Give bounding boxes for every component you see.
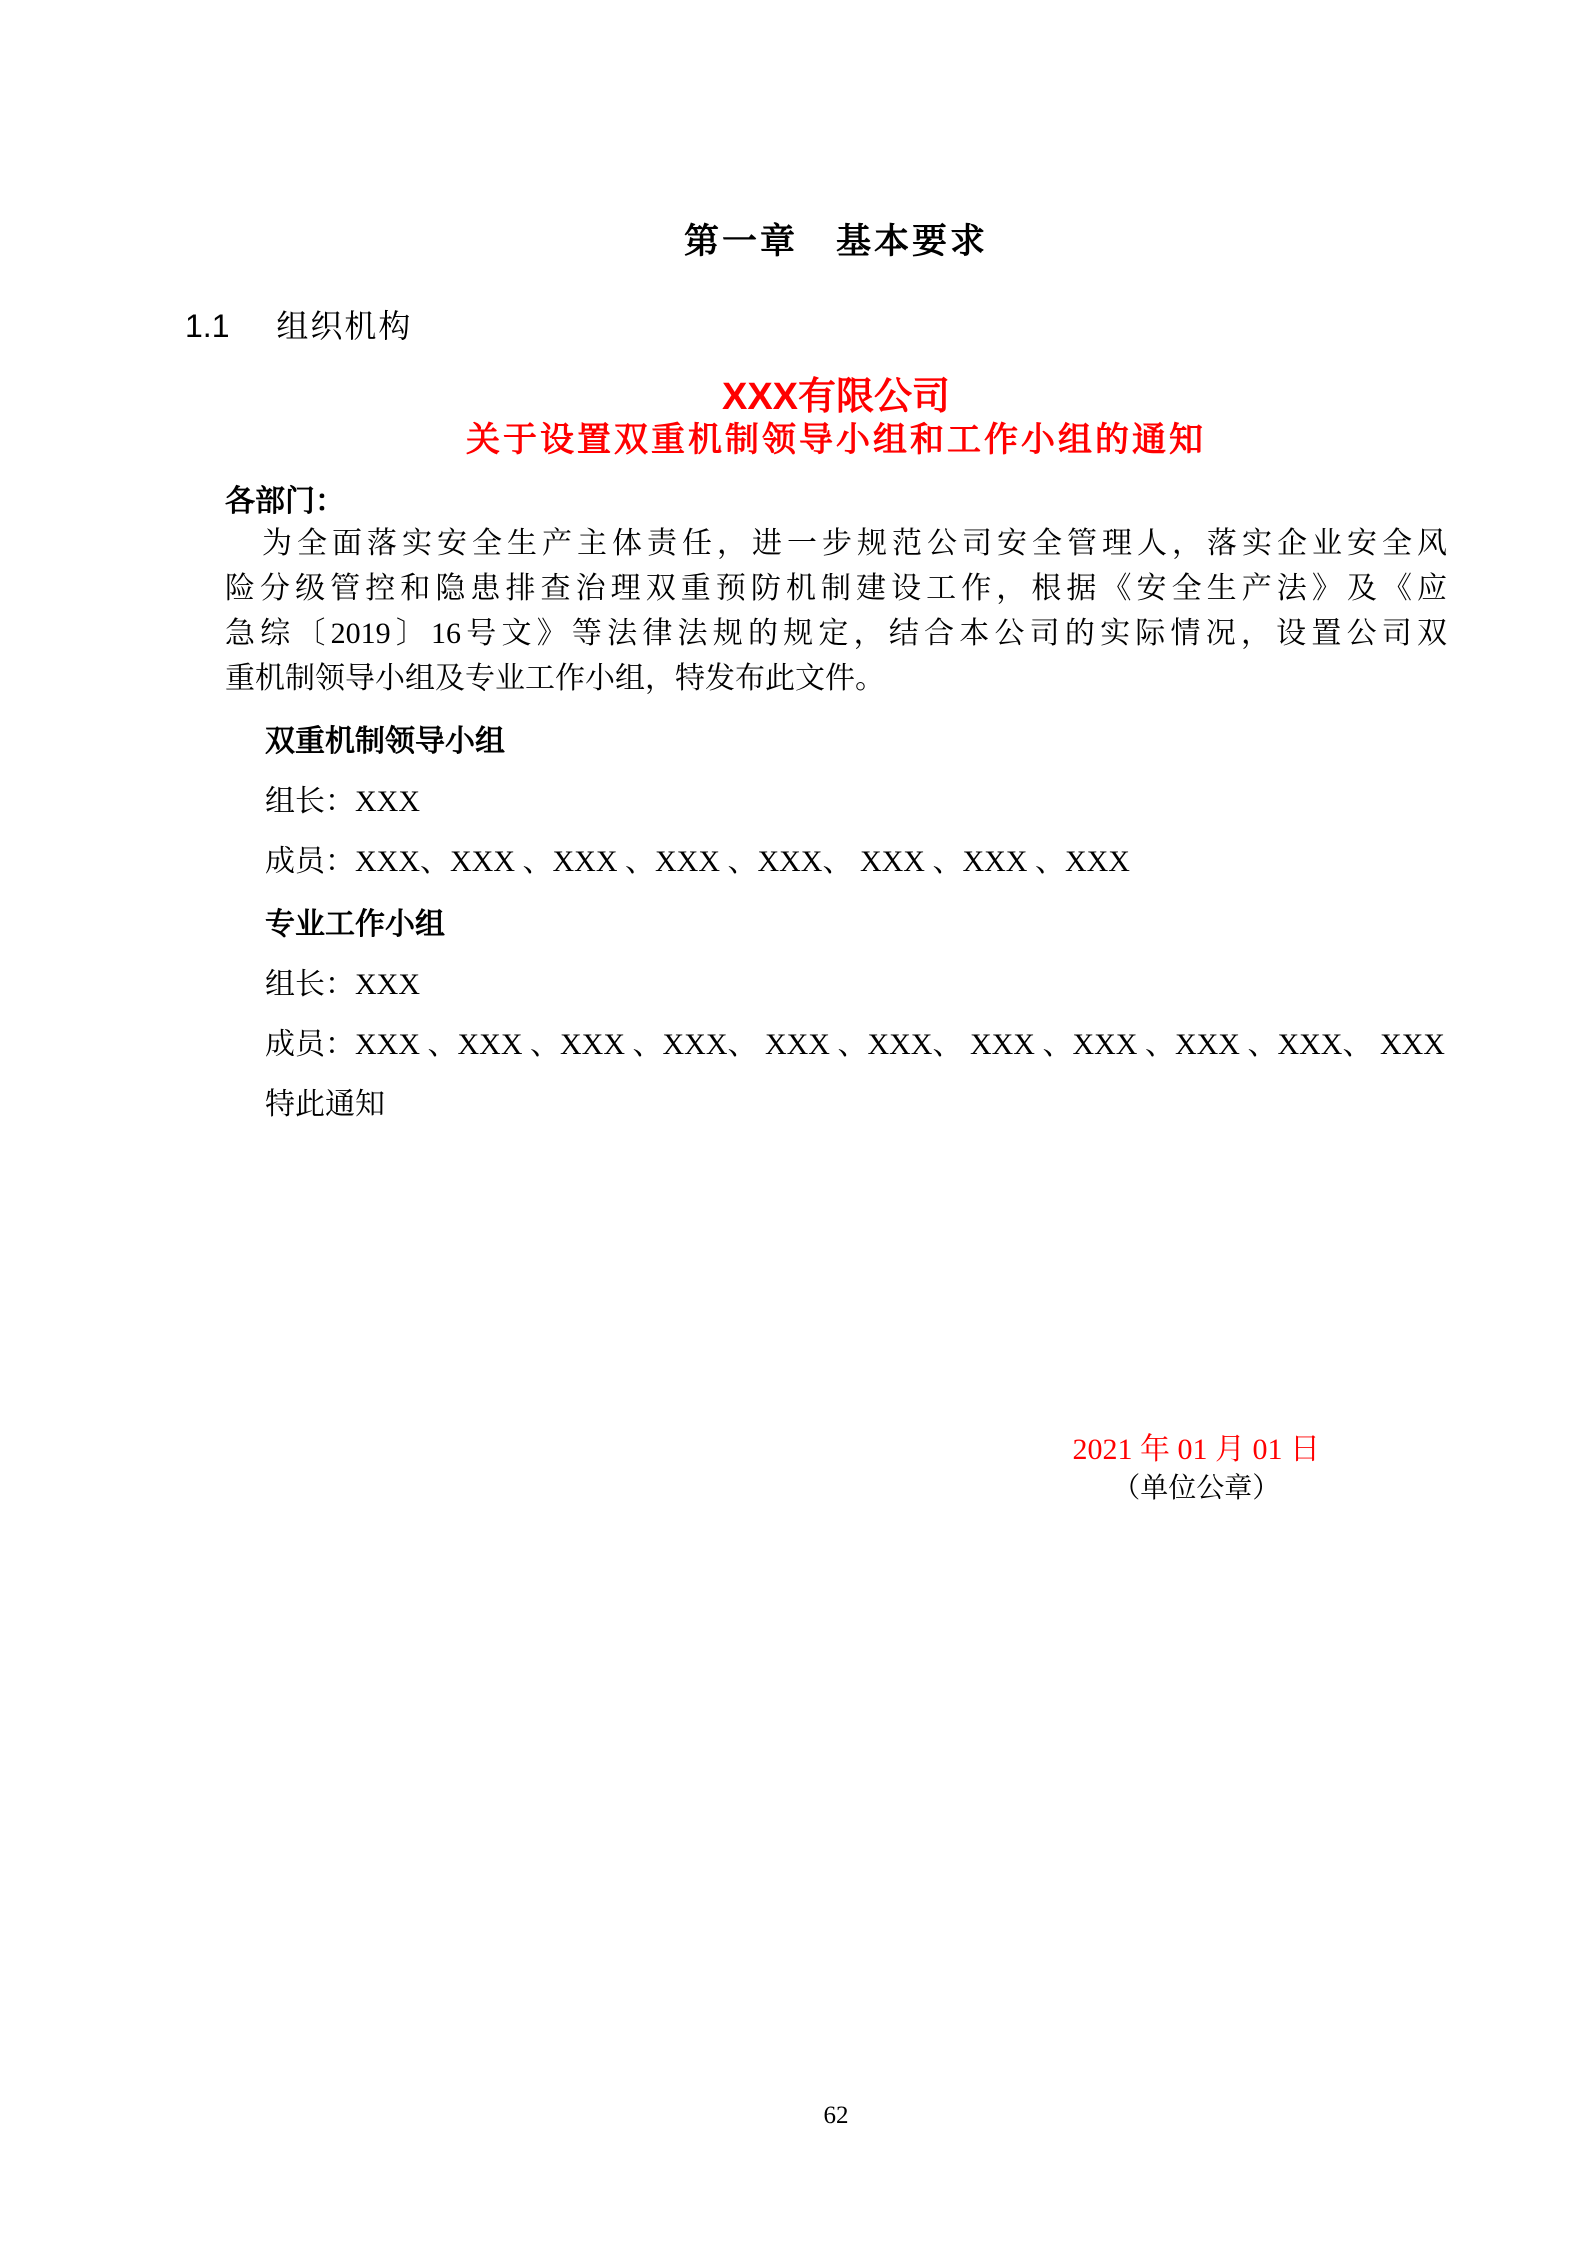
paragraph-line: 重机制领导小组及专业工作小组，特发布此文件。 bbox=[225, 662, 885, 695]
section-heading bbox=[185, 306, 1447, 346]
paragraph-line: 险分级管控和隐患排查治理双重预防机制建设工作，根据《安全生产法》及《应 bbox=[225, 572, 1447, 605]
work-group-members: 成员：XXX 、XXX 、XXX 、XXX、 XXX 、XXX、 XXX 、XXX 、XXX 、XXX、 XXX bbox=[265, 1028, 1445, 1061]
section-number: 1.1 bbox=[185, 308, 230, 344]
notice-paragraph bbox=[225, 521, 1447, 701]
paragraph-line: 为全面落实安全生产主体责任，进一步规范公司安全管理人，落实企业安全风 bbox=[262, 527, 1447, 560]
chapter-title: 第一章 基本要求 bbox=[683, 222, 988, 261]
notice-company-title: XXX有限公司 bbox=[721, 376, 951, 418]
work-group-heading: 专业工作小组 bbox=[265, 908, 445, 941]
notice-closing: 特此通知 bbox=[265, 1088, 385, 1121]
signature-block bbox=[225, 1427, 1447, 1506]
notice-seal: （单位公章） bbox=[1112, 1473, 1281, 1504]
work-group-leader: 组长：XXX bbox=[265, 968, 420, 1001]
notice-date: 2021 年 01 月 01 日 bbox=[1072, 1433, 1320, 1466]
section-title: 组织机构 bbox=[276, 308, 413, 344]
lead-group-members: 成员：XXX、XXX 、XXX 、XXX 、XXX、 XXX 、XXX 、XXX bbox=[265, 845, 1130, 878]
lead-group-leader: 组长：XXX bbox=[265, 785, 420, 818]
paragraph-line: 急综〔2019〕16号文》等法律法规的规定，结合本公司的实际情况，设置公司双 bbox=[225, 617, 1447, 650]
document-content bbox=[185, 0, 1447, 1506]
notice-subtitle: 关于设置双重机制领导小组和工作小组的通知 bbox=[466, 421, 1206, 459]
notice-salutation: 各部门： bbox=[225, 485, 345, 518]
signature-inner bbox=[1073, 1427, 1321, 1506]
page-number: 62 bbox=[823, 2102, 849, 2129]
lead-group-heading: 双重机制领导小组 bbox=[265, 725, 505, 758]
